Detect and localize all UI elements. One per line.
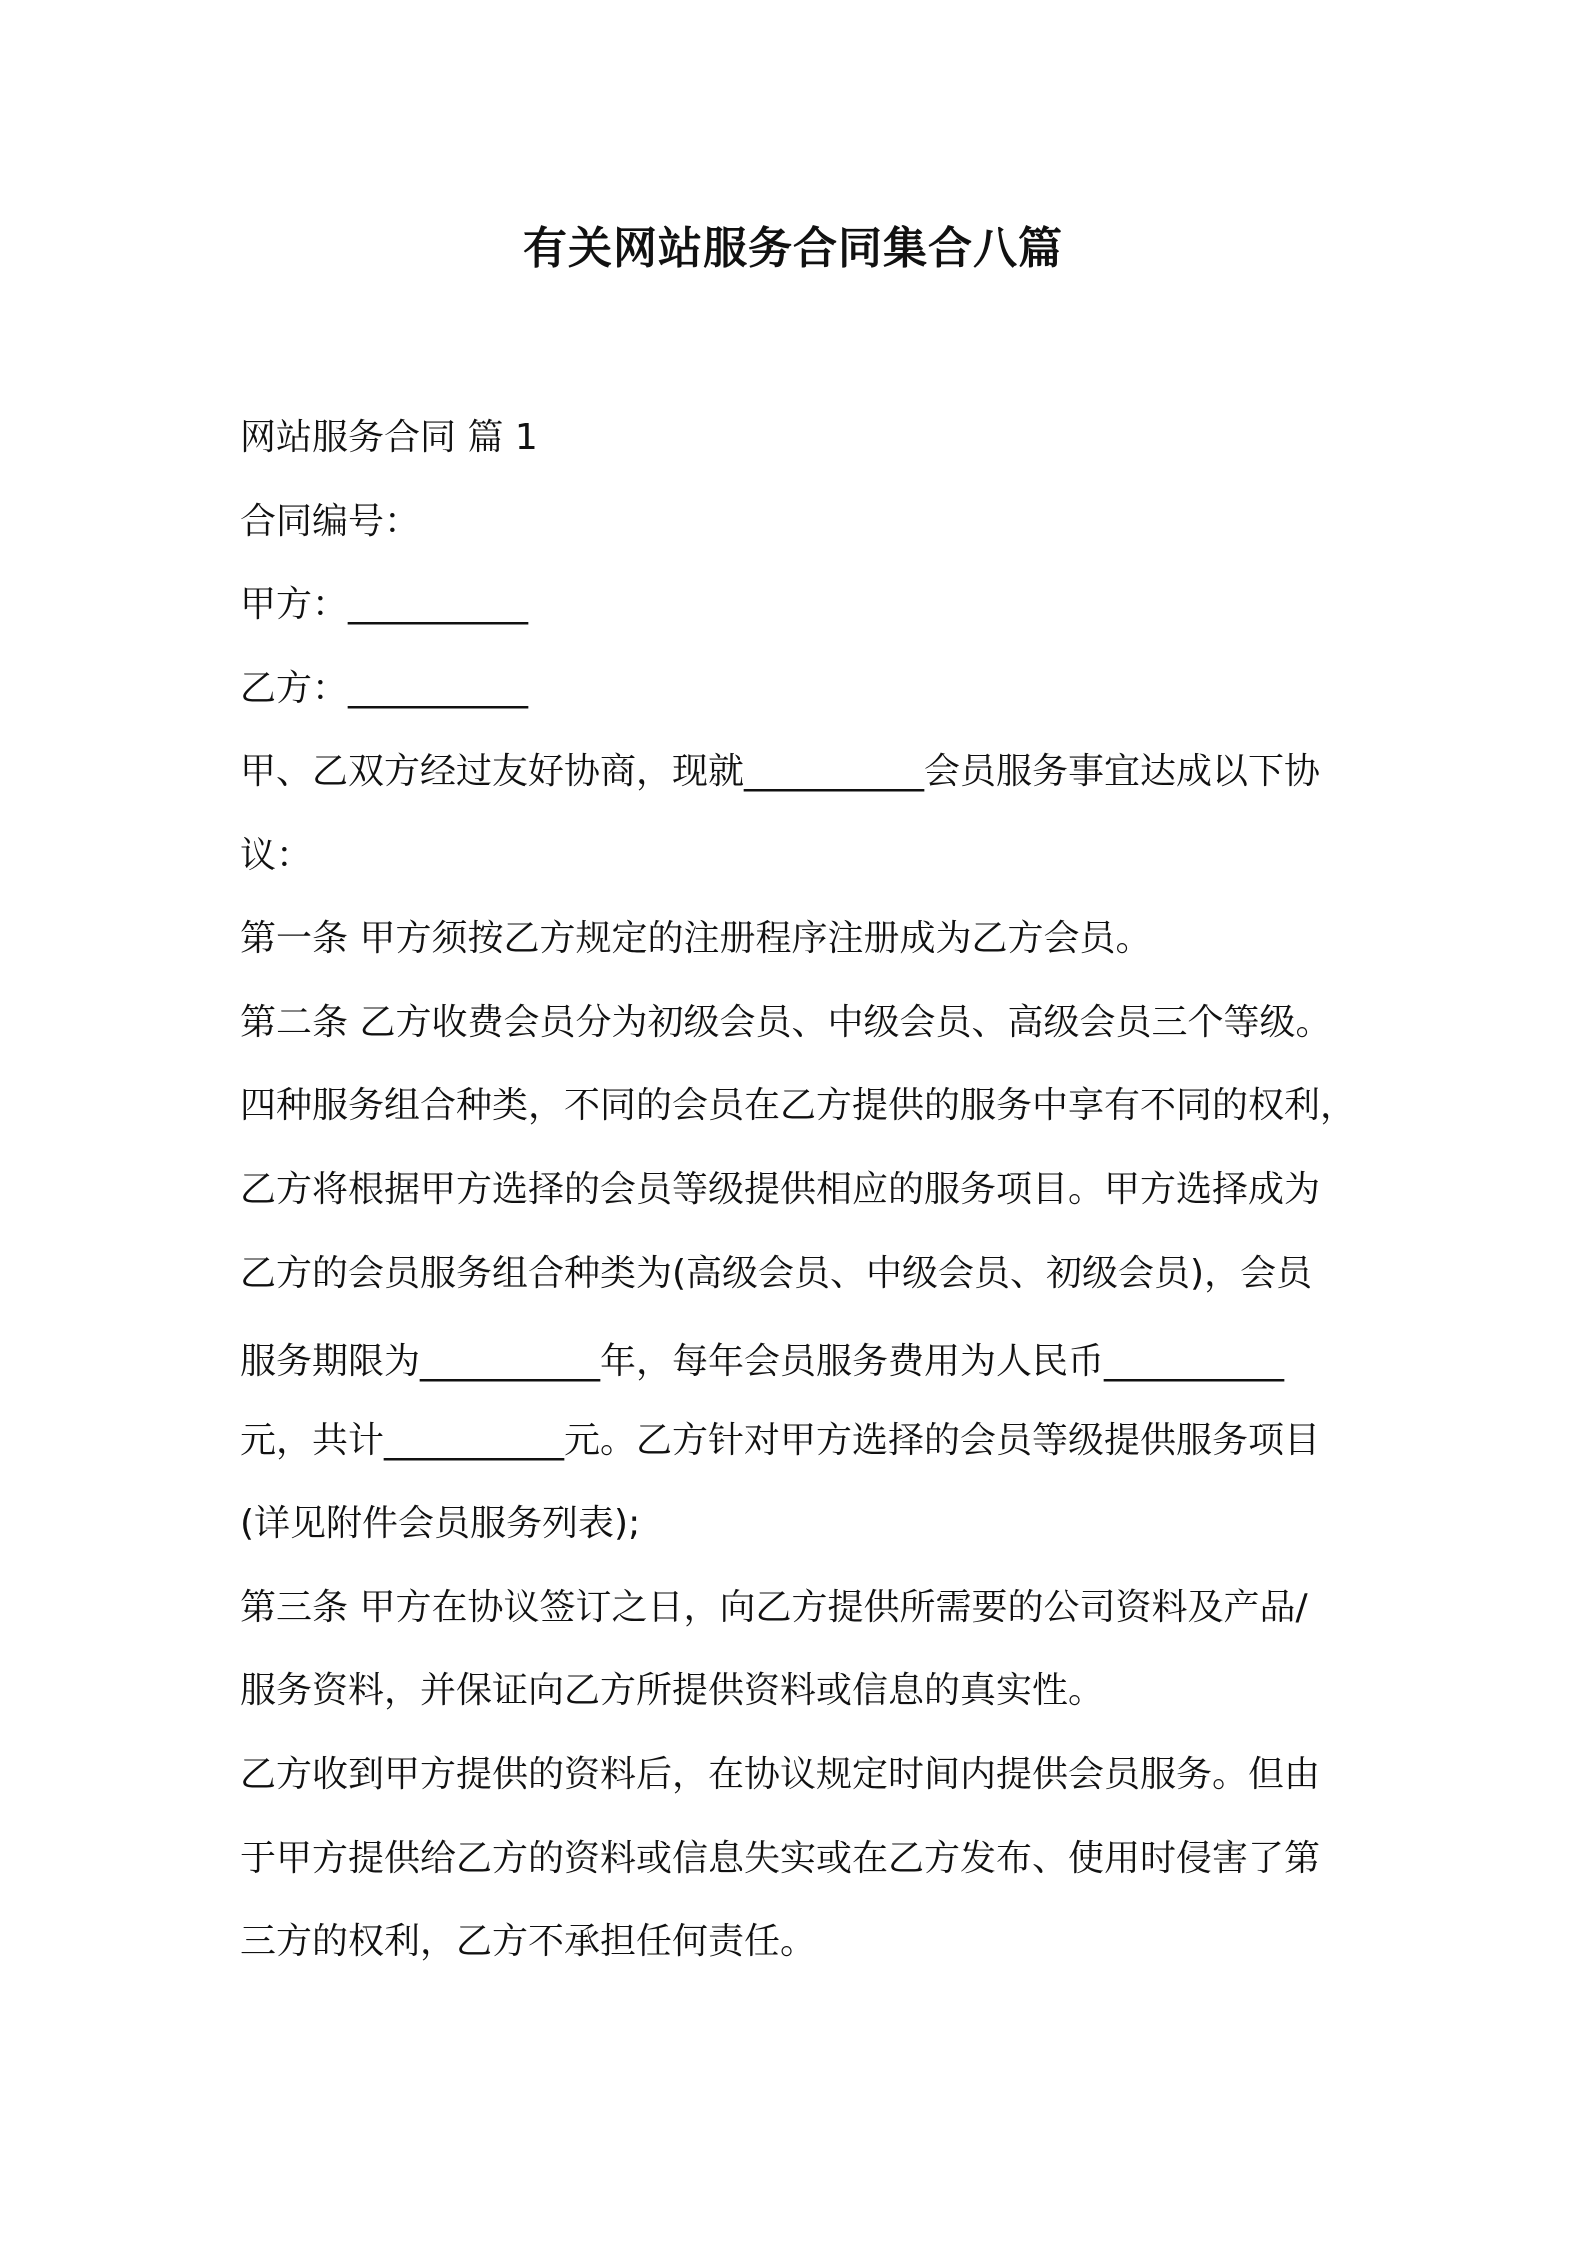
article-2-line: 第二条 乙方收费会员分为初级会员、中级会员、高级会员三个等级。 [240,1002,1332,1043]
body-line: 乙方将根据甲方选择的会员等级提供相应的服务项目。甲方选择成为 [240,1169,1321,1210]
article-3-line: 第三条 甲方在协议签订之日，向乙方提供所需要的公司资料及产品/ [240,1587,1308,1628]
section-heading: 网站服务合同 篇 1 [240,417,538,458]
body-line: 议： [240,835,313,876]
body-line: (详见附件会员服务列表); [240,1503,641,1544]
contract-number-line: 合同编号： [240,501,421,542]
body-line: 乙方的会员服务组合种类为(高级会员、中级会员、初级会员)，会员 [240,1253,1313,1294]
body-line: 服务期限为__________年，每年会员服务费用为人民币__________ [240,1341,1285,1382]
article-1-line: 第一条 甲方须按乙方规定的注册程序注册成为乙方会员。 [240,918,1152,959]
body-line: 元，共计__________元。乙方针对甲方选择的会员等级提供服务项目 [240,1420,1321,1461]
body-line: 四种服务组合种类，不同的会员在乙方提供的服务中享有不同的权利， [240,1085,1357,1126]
body-line: 服务资料，并保证向乙方所提供资料或信息的真实性。 [240,1670,1105,1711]
party-b-line: 乙方：__________ [240,668,529,709]
body-line: 三方的权利，乙方不承担任何责任。 [240,1921,817,1962]
body-line: 甲、乙双方经过友好协商，现就__________会员服务事宜达成以下协 [240,751,1321,792]
party-a-line: 甲方：__________ [240,584,529,625]
body-line: 于甲方提供给乙方的资料或信息失实或在乙方发布、使用时侵害了第 [240,1838,1321,1879]
document-title: 有关网站服务合同集合八篇 [523,223,1063,274]
body-line: 乙方收到甲方提供的资料后，在协议规定时间内提供会员服务。但由 [240,1754,1321,1795]
